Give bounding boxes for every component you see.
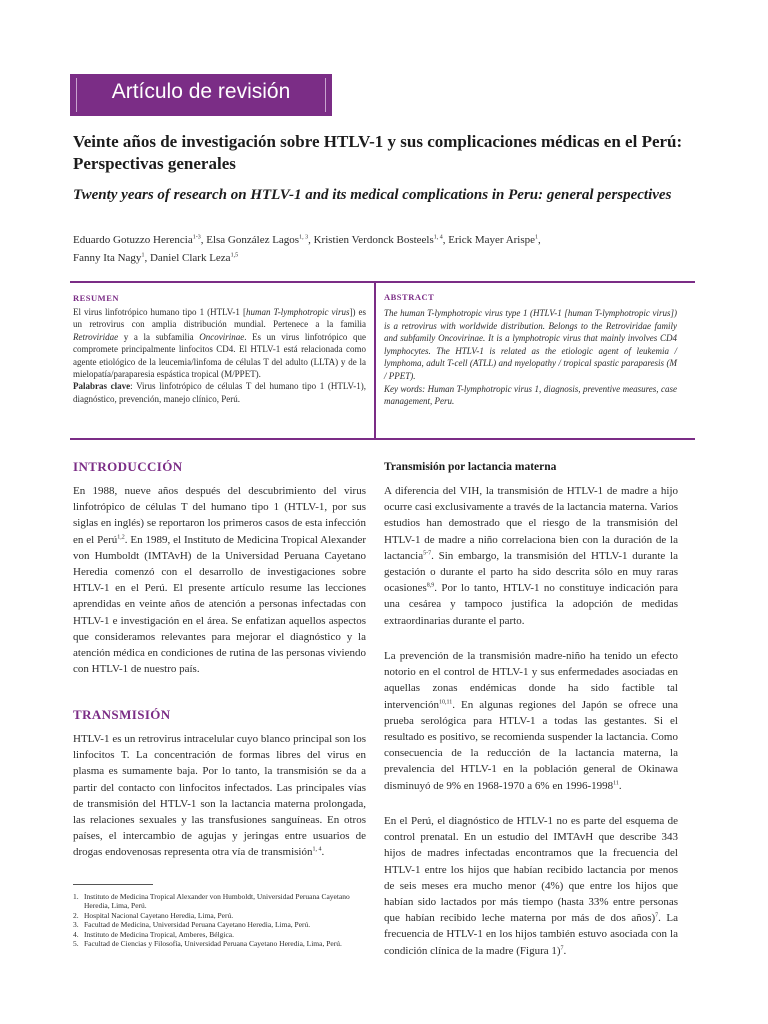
footnote-separator [73,884,153,885]
abstract-box-bottom-rule [70,438,695,440]
lactancia-subheading: Transmisión por lactancia materna [384,461,557,473]
transmision-heading: TRANSMISIÓN [73,707,171,722]
author: Elsa González Lagos$^{1, 3}$, [206,234,314,246]
title-english: Twenty years of research on HTLV-1 and its medical complications in Peru: general perspectives [73,187,672,203]
article-type-banner [70,74,332,116]
author-list [73,231,713,267]
abstract-heading: ABSTRACT [384,292,435,302]
lactancia-paragraph-3: En el Perú, el diagnóstico de HTLV-1 no es parte del esquema de control prenatal. En un estudio del IMTAvH que describe 343 hijos de madres infectadas encontramos que la frecuencia del HTLV-1 entre los hijos que habían recibido lactancia por menos de seis meses era mucho menor (4%) que entre los hijos que habían sido lactados por más tiempo (hasta 33% entre personas que habían recibido leche materna por más de dos años)$^7$. La frecuencia de HTLV-1 en los hijos también estuvo asociada con la condición clínica de la madre (Figura 1)$^7$. [384,815,678,957]
author: Eduardo Gotuzzo Herencia$^{1-3}$, [73,234,207,246]
affiliation-footnotes [73,892,373,948]
abstract-box-top-rule [70,281,695,283]
abstract-body [384,307,677,408]
footnote-item: 5. Facultad de Ciencias y Filosofía, Universidad Peruana Cayetano Heredia, Lima, Perú. [73,939,342,949]
intro-paragraph: En 1988, nueve años después del descubrimiento del virus linfotrópico de células T del humano tipo 1 (HTLV-1, por sus siglas en inglés) se reportaron los primeros casos de esta infección en el Perú$^{1,2}$. En 1989, el Instituto de Medicina Tropical Alexander von Humboldt (IMTAvH) de la Universidad Peruana Cayetano Heredia comenzó con el desarrollo de investigaciones sobre HTLV-1 en el Perú. El presente artículo resume las lecciones aprendidas en veinte años de atención a personas infectadas con HTLV-1 e investigación en el área. Se enfatizan aquellos aspectos que consideramos relevantes para mejorar el diagnóstico y la atención médica en condiciones de rutina de las personas viviendo con HTLV-1 de nuestro país. [73,485,366,676]
intro-heading: INTRODUCCIÓN [73,459,183,474]
lactancia-paragraph-2: La prevención de la transmisión madre-niño ha tenido un efecto notorio en el control de HTLV-1 y sus enfermedades asociadas en aquellas zonas endémicas donde ha sido factible tal intervención$^{10,11}$. En algunas regiones del Japón se ofrece una prueba serológica para HTLV-1 a todas las gestantes. Si el resultado es positivo, se recomienda suspender la lactancia. Como consecuencia de la reducción de la lactancia materna, la prevalencia del HTLV-1 en la población general de Okinawa disminuyó de 9% en 1968-1970 a 6% en 1996-1998$^{11}$. [384,650,678,792]
resumen-paragraph: El virus linfotrópico humano tipo 1 (HTLV-1 [human T-lymphotropic virus]) es un retrovirus con amplia distribución mundial. Pertenece a la familia Retroviridae y a la subfamilia Oncovirinae. Es un virus linfotrópico que compromete principalmente linfocitos CD4. El HTLV-1 está relacionada como agente etiológico de la leucemia/linfoma de células T del adulto (LLTA) y de la mielopatía/paraparesia espástica tropical (M/PPET). [73,307,366,380]
author: Daniel Clark Leza$^{1,5}$ [149,252,239,264]
resumen-heading: RESUMEN [73,293,120,303]
author: Fanny Ita Nagy$^1$, [73,252,150,264]
footnote-item: 4. Instituto de Medicina Tropical, Amberes, Bélgica. [73,929,234,939]
abstract-box-divider [374,281,376,440]
abstract-paragraph: The human T-lymphotropic virus type 1 (HTLV-1 [human T-lymphotropic virus]) is a retrovirus with worldwide distribution. Belongs to the Retroviridae family and subfamily Oncovirinae. It is a lymphotropic virus that mainly involves CD4 lymphocytes. The HTLV-1 is related as the etiologic agent of leukemia / lymphoma, adult T-cell (ATLL) and myelopathy / tropical spastic paraparesis (M / PPET). [384,308,677,381]
abstract-keywords: Key words: Human T-lymphotropic virus 1, diagnosis, preventive measures, case management, Peru. [384,383,677,407]
author: Kristien Verdonck Bosteels$^{1, 4}$, [313,234,449,246]
resumen-keywords: Palabras clave: Virus linfotrópico de células T del humano tipo 1 (HTLV-1), diagnóstico, prevención, manejo clínico, Perú. [73,381,366,404]
footnote-item: 3. Facultad de Medicina, Universidad Peruana Cayetano Heredia, Lima, Perú. [73,920,311,930]
footnote-item: 2. Hospital Nacional Cayetano Heredia, Lima, Perú. [73,910,234,920]
article-type-label: Artículo de revisión [111,80,291,103]
author: Erick Mayer Arispe$^1$, [448,234,541,246]
footnote-item: 1. Instituto de Medicina Tropical Alexander von Humboldt, Universidad Peruana Cayetano Heredia, Lima, Perú. [73,892,350,911]
resumen-body [73,306,366,405]
transmision-paragraph: HTLV-1 es un retrovirus intracelular cuyo blanco principal son los linfocitos T. La concentración de formas libres del virus en plasma es sumamente baja. Por lo tanto, la transmisión se da a partir del contacto con linfocitos infectados. Las principales vías de transmisión del HTLV-1 son la lactancia materna prolongada, las relaciones sexuales y las transfusiones sanguíneas. En otros países, el intercambio de agujas y jeringas entre usuarios de drogas endovenosas representa otra vía de transmisión$^{1, 4}$. [73,733,366,859]
lactancia-paragraph-1: A diferencia del VIH, la transmisión de HTLV-1 de madre a hijo ocurre casi exclusivamente a través de la lactancia materna. Varios estudios han demostrado que el riesgo de la transmisión del HTLV-1 de madre a niño correlaciona bien con la duración de la lactancia$^{5-7}$. Sin embargo, la transmisión del HTLV-1 durante la gestación o durante el parto ha sido descrita sólo en muy raras ocasiones$^{8,9}$. Por lo tanto, HTLV-1 no constituye indicación para una cesárea y tampoco justifica la adopción de medidas extraordinarias durante el parto. [384,485,678,627]
title-spanish: Veinte años de investigación sobre HTLV-1 y sus complicaciones médicas en el Perú: Perspectivas generales [73,132,683,173]
